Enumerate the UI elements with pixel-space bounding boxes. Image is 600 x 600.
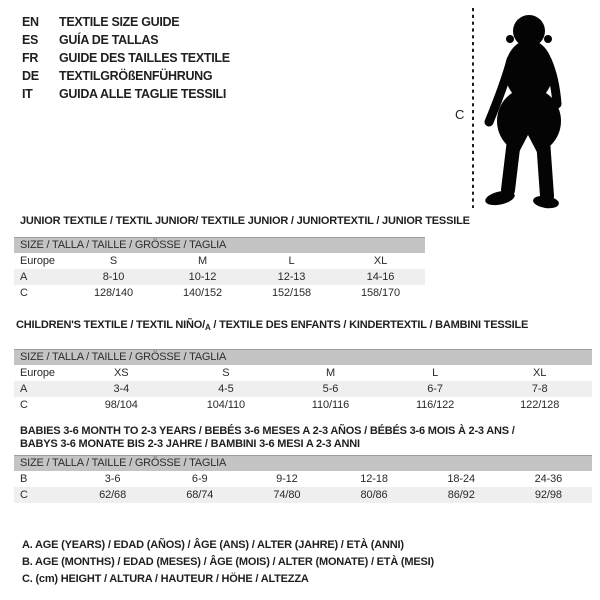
cell: 80/86 bbox=[360, 489, 388, 501]
section-title: BABYS 3-6 MONATE BIS 2-3 JAHRE / BAMBINI 3-6 MESI A 2-3 ANNI bbox=[20, 438, 360, 450]
section-junior bbox=[14, 215, 470, 301]
cell: 24-36 bbox=[534, 473, 563, 485]
cell: S bbox=[109, 255, 118, 267]
cell: 140/152 bbox=[182, 287, 223, 299]
language-label: GUIDA ALLE TAGLIE TESSILI bbox=[59, 87, 227, 101]
cell: 5-6 bbox=[322, 383, 339, 395]
language-legend bbox=[22, 13, 230, 103]
row-label: A bbox=[20, 271, 28, 283]
row-label: C bbox=[20, 399, 28, 411]
cell: 12-13 bbox=[277, 271, 306, 283]
cell: 158/170 bbox=[360, 287, 401, 299]
table-row bbox=[14, 471, 592, 487]
cell: 128/140 bbox=[93, 287, 134, 299]
section-children bbox=[14, 319, 592, 413]
cell: 9-12 bbox=[276, 473, 298, 485]
section-title bbox=[16, 319, 592, 334]
language-label: TEXTILGRÖßENFÜHRUNG bbox=[59, 69, 213, 83]
language-row-fr bbox=[22, 49, 230, 67]
height-dashed-line bbox=[471, 8, 475, 208]
footnote-c: C. (cm) HEIGHT / ALTURA / HAUTEUR / HÖHE / ALTEZZA bbox=[22, 573, 309, 585]
cell: 12-18 bbox=[360, 473, 388, 485]
table-row bbox=[14, 397, 592, 413]
cell: 152/158 bbox=[271, 287, 312, 299]
language-code: DE bbox=[22, 69, 39, 83]
children-size-table bbox=[14, 365, 592, 413]
cell: M bbox=[197, 255, 208, 267]
title-subscript: A bbox=[204, 323, 211, 332]
table-row bbox=[14, 253, 425, 269]
language-row-it bbox=[22, 85, 230, 103]
language-row-es bbox=[22, 31, 230, 49]
row-label: Europe bbox=[20, 367, 55, 379]
language-code: FR bbox=[22, 51, 39, 65]
cell: 4-5 bbox=[218, 383, 234, 395]
language-row-de bbox=[22, 67, 230, 85]
cell: 6-9 bbox=[191, 473, 208, 485]
language-code: ES bbox=[22, 33, 39, 47]
title-part: CHILDREN'S TEXTILE / TEXTIL NIÑO/ bbox=[16, 319, 205, 331]
language-label: TEXTILE SIZE GUIDE bbox=[59, 15, 180, 29]
table-row bbox=[14, 487, 592, 503]
table-row bbox=[14, 365, 592, 381]
language-row-en bbox=[22, 13, 230, 31]
cell: 6-7 bbox=[427, 383, 443, 395]
size-header-bar: SIZE / TALLA / TAILLE / GRÖSSE / TAGLIA bbox=[14, 349, 592, 365]
row-label: C bbox=[20, 489, 28, 501]
height-measure-label: C bbox=[455, 107, 465, 122]
cell: 110/116 bbox=[311, 399, 350, 411]
cell: 68/74 bbox=[186, 489, 214, 501]
section-babies bbox=[14, 425, 592, 503]
cell: 92/98 bbox=[534, 489, 562, 501]
footnote-a: A. AGE (YEARS) / EDAD (AÑOS) / ÂGE (ANS) / ALTER (JAHRE) / ETÀ (ANNI) bbox=[22, 539, 404, 551]
cell: 74/80 bbox=[273, 489, 301, 501]
language-label: GUIDE DES TAILLES TEXTILE bbox=[59, 51, 230, 65]
cell: XS bbox=[114, 367, 129, 379]
section-title: JUNIOR TEXTILE / TEXTIL JUNIOR/ TEXTILE JUNIOR / JUNIORTEXTIL / JUNIOR TESSILE bbox=[20, 215, 470, 227]
table-row bbox=[14, 381, 592, 397]
cell: 104/110 bbox=[206, 399, 246, 411]
cell: XL bbox=[373, 255, 388, 267]
cell: 18-24 bbox=[447, 473, 476, 485]
cell: 86/92 bbox=[447, 489, 475, 501]
cell: 7-8 bbox=[531, 383, 548, 395]
cell: XL bbox=[533, 367, 547, 379]
title-part: / TEXTILE DES ENFANTS / KINDERTEXTIL / BAMBINI TESSILE bbox=[210, 319, 529, 331]
row-label: C bbox=[20, 287, 28, 299]
language-code: EN bbox=[22, 15, 39, 29]
table-row bbox=[14, 285, 425, 301]
cell: 116/122 bbox=[415, 399, 455, 411]
cell: 14-16 bbox=[366, 271, 395, 283]
cell: S bbox=[222, 367, 230, 379]
cell: 98/104 bbox=[104, 399, 138, 411]
toddler-silhouette-icon bbox=[483, 8, 573, 210]
size-header-bar: SIZE / TALLA / TAILLE / GRÖSSE / TAGLIA bbox=[14, 455, 592, 471]
cell: 10-12 bbox=[188, 271, 217, 283]
size-header-bar: SIZE / TALLA / TAILLE / GRÖSSE / TAGLIA bbox=[14, 237, 425, 253]
footnote-b: B. AGE (MONTHS) / EDAD (MESES) / ÂGE (MOIS) / ALTER (MONATE) / ETÀ (MESI) bbox=[22, 556, 434, 568]
cell: L bbox=[288, 255, 295, 267]
language-code: IT bbox=[22, 87, 33, 101]
cell: 122/128 bbox=[520, 399, 560, 411]
cell: M bbox=[325, 367, 336, 379]
cell: L bbox=[432, 367, 439, 379]
row-label: Europe bbox=[20, 255, 55, 267]
babies-size-table bbox=[14, 471, 592, 503]
row-label: B bbox=[20, 473, 28, 485]
cell: 3-6 bbox=[104, 473, 121, 485]
section-title: BABIES 3-6 MONTH TO 2-3 YEARS / BEBÉS 3-6 MESES A 2-3 AÑOS / BÉBÉS 3-6 MOIS À 2-3 ANS / bbox=[20, 425, 515, 437]
table-row bbox=[14, 269, 425, 285]
language-label: GUÍA DE TALLAS bbox=[59, 33, 159, 47]
cell: 3-4 bbox=[113, 383, 130, 395]
row-label: A bbox=[20, 383, 28, 395]
cell: 62/68 bbox=[99, 489, 127, 501]
footnotes bbox=[22, 537, 434, 588]
cell: 8-10 bbox=[102, 271, 125, 283]
junior-size-table bbox=[14, 253, 425, 301]
